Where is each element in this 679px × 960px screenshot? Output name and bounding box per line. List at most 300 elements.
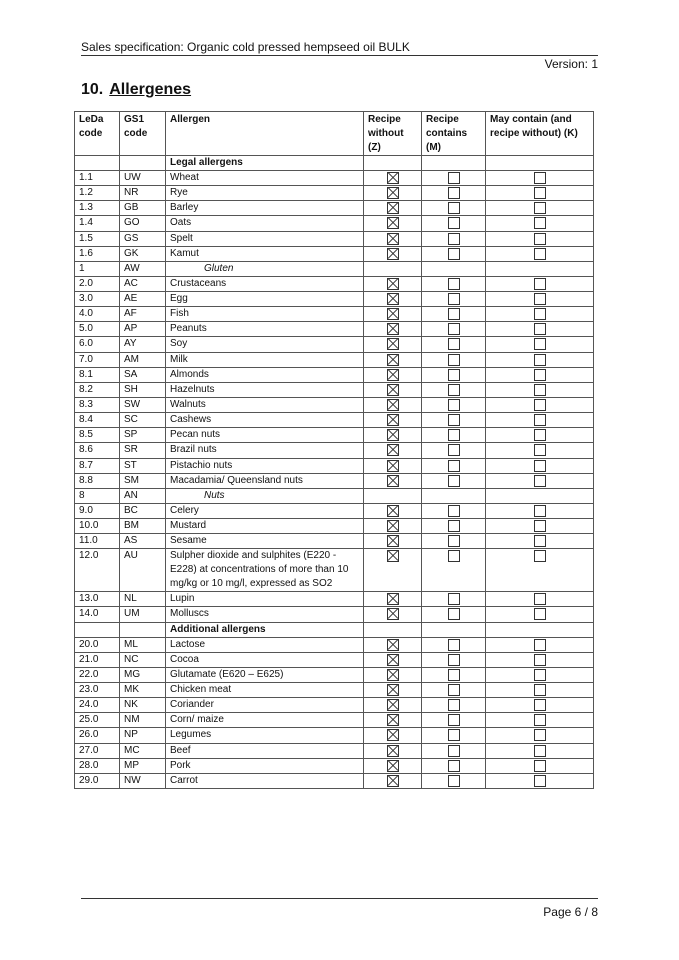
- recipe-without-cell: [364, 534, 422, 549]
- leda-code: 7.0: [75, 352, 120, 367]
- table-row: [75, 503, 594, 518]
- gs1-code: BC: [120, 503, 166, 518]
- gs1-code: UW: [120, 171, 166, 186]
- may-contain-cell: [486, 698, 594, 713]
- recipe-without-checkbox[interactable]: [387, 384, 399, 396]
- recipe-without-checkbox[interactable]: [387, 293, 399, 305]
- recipe-without-checkbox[interactable]: [387, 414, 399, 426]
- recipe-contains-checkbox[interactable]: [448, 338, 460, 350]
- recipe-contains-checkbox[interactable]: [448, 414, 460, 426]
- may-contain-cell: [486, 758, 594, 773]
- gs1-code: AY: [120, 337, 166, 352]
- col-header-leda: LeDa code: [75, 112, 120, 156]
- allergen-name: Pistachio nuts: [166, 458, 364, 473]
- recipe-without-cell: [364, 382, 422, 397]
- table-row: [75, 758, 594, 773]
- section-number: 10.: [81, 81, 104, 98]
- table-row: [75, 637, 594, 652]
- recipe-contains-cell: [422, 728, 486, 743]
- recipe-without-checkbox[interactable]: [387, 444, 399, 456]
- recipe-without-cell: [364, 592, 422, 607]
- recipe-without-checkbox[interactable]: [387, 217, 399, 229]
- recipe-contains-checkbox[interactable]: [448, 593, 460, 605]
- recipe-contains-checkbox[interactable]: [448, 308, 460, 320]
- leda-code: 8.4: [75, 413, 120, 428]
- may-contain-checkbox[interactable]: [534, 669, 546, 681]
- table-row: [75, 443, 594, 458]
- gs1-code: AC: [120, 276, 166, 291]
- may-contain-checkbox[interactable]: [534, 505, 546, 517]
- leda-code: 8.5: [75, 428, 120, 443]
- recipe-contains-checkbox[interactable]: [448, 760, 460, 772]
- table-row: [75, 728, 594, 743]
- recipe-contains-checkbox[interactable]: [448, 669, 460, 681]
- allergen-category: Gluten: [166, 261, 364, 276]
- allergen-name: Carrot: [166, 773, 364, 788]
- recipe-contains-checkbox[interactable]: [448, 639, 460, 651]
- table-row: [75, 518, 594, 533]
- table-row: [75, 773, 594, 788]
- gs1-code: UM: [120, 607, 166, 622]
- allergen-name: Glutamate (E620 – E625): [166, 667, 364, 682]
- recipe-without-checkbox[interactable]: [387, 323, 399, 335]
- recipe-contains-cell: [422, 458, 486, 473]
- recipe-without-checkbox[interactable]: [387, 745, 399, 757]
- leda-code: 8: [75, 488, 120, 503]
- allergen-name: Molluscs: [166, 607, 364, 622]
- allergen-name: Celery: [166, 503, 364, 518]
- recipe-contains-cell: [422, 713, 486, 728]
- recipe-without-cell: [364, 637, 422, 652]
- may-contain-checkbox[interactable]: [534, 550, 546, 562]
- leda-code-cell: [75, 622, 120, 637]
- recipe-contains-checkbox[interactable]: [448, 550, 460, 562]
- allergen-name: Beef: [166, 743, 364, 758]
- recipe-contains-cell: [422, 667, 486, 682]
- allergen-name: Barley: [166, 201, 364, 216]
- gs1-code: ST: [120, 458, 166, 473]
- recipe-without-checkbox[interactable]: [387, 460, 399, 472]
- recipe-without-cell: [364, 397, 422, 412]
- recipe-without-cell: [364, 758, 422, 773]
- gs1-code: AW: [120, 261, 166, 276]
- may-contain-cell: [486, 773, 594, 788]
- recipe-contains-checkbox[interactable]: [448, 444, 460, 456]
- leda-code: 1.3: [75, 201, 120, 216]
- may-contain-checkbox[interactable]: [534, 699, 546, 711]
- recipe-contains-cell: [422, 637, 486, 652]
- recipe-contains-cell: [422, 428, 486, 443]
- recipe-without-checkbox[interactable]: [387, 338, 399, 350]
- table-row: [75, 382, 594, 397]
- recipe-contains-checkbox[interactable]: [448, 608, 460, 620]
- recipe-without-checkbox[interactable]: [387, 714, 399, 726]
- may-contain-checkbox[interactable]: [534, 217, 546, 229]
- recipe-without-checkbox[interactable]: [387, 760, 399, 772]
- recipe-contains-cell: [422, 743, 486, 758]
- may-contain-checkbox[interactable]: [534, 369, 546, 381]
- gs1-code: MG: [120, 667, 166, 682]
- recipe-without-cell: [364, 503, 422, 518]
- may-contain-cell: [486, 713, 594, 728]
- recipe-without-checkbox[interactable]: [387, 202, 399, 214]
- recipe-contains-checkbox[interactable]: [448, 293, 460, 305]
- leda-code: 8.2: [75, 382, 120, 397]
- allergen-name: Oats: [166, 216, 364, 231]
- recipe-without-cell: [364, 728, 422, 743]
- recipe-contains-checkbox[interactable]: [448, 323, 460, 335]
- recipe-without-cell: [364, 367, 422, 382]
- table-row: [75, 231, 594, 246]
- recipe-without-checkbox[interactable]: [387, 535, 399, 547]
- recipe-contains-cell: [422, 397, 486, 412]
- leda-code: 8.7: [75, 458, 120, 473]
- leda-code: 4.0: [75, 307, 120, 322]
- gs1-code: MK: [120, 682, 166, 697]
- col-header-allergen: Allergen: [166, 112, 364, 156]
- leda-code: 3.0: [75, 291, 120, 306]
- recipe-without-checkbox[interactable]: [387, 654, 399, 666]
- may-contain-checkbox[interactable]: [534, 293, 546, 305]
- recipe-contains-checkbox[interactable]: [448, 729, 460, 741]
- recipe-without-checkbox[interactable]: [387, 172, 399, 184]
- leda-code: 27.0: [75, 743, 120, 758]
- recipe-without-cell: [364, 458, 422, 473]
- recipe-contains-checkbox[interactable]: [448, 475, 460, 487]
- recipe-contains-checkbox[interactable]: [448, 684, 460, 696]
- gs1-code: MP: [120, 758, 166, 773]
- recipe-contains-cell: [422, 171, 486, 186]
- recipe-without-checkbox[interactable]: [387, 520, 399, 532]
- gs1-code: SW: [120, 397, 166, 412]
- recipe-contains-cell: [422, 443, 486, 458]
- allergen-name: Sesame: [166, 534, 364, 549]
- leda-code: 29.0: [75, 773, 120, 788]
- leda-code: 14.0: [75, 607, 120, 622]
- may-contain-checkbox[interactable]: [534, 202, 546, 214]
- recipe-contains-cell: [422, 322, 486, 337]
- may-contain-cell: [486, 728, 594, 743]
- recipe-without-cell: [364, 428, 422, 443]
- gs1-code: NL: [120, 592, 166, 607]
- recipe-without-cell: [364, 216, 422, 231]
- leda-code: 1: [75, 261, 120, 276]
- gs1-code: SC: [120, 413, 166, 428]
- recipe-without-cell: [364, 307, 422, 322]
- leda-code: 28.0: [75, 758, 120, 773]
- leda-code: 24.0: [75, 698, 120, 713]
- recipe-without-checkbox[interactable]: [387, 639, 399, 651]
- leda-code: 21.0: [75, 652, 120, 667]
- leda-code: 2.0: [75, 276, 120, 291]
- may-contain-checkbox[interactable]: [534, 308, 546, 320]
- table-row: [75, 667, 594, 682]
- leda-code: 8.1: [75, 367, 120, 382]
- may-contain-checkbox[interactable]: [534, 384, 546, 396]
- recipe-without-checkbox[interactable]: [387, 699, 399, 711]
- gs1-code: NK: [120, 698, 166, 713]
- recipe-without-checkbox[interactable]: [387, 233, 399, 245]
- recipe-without-cell: [364, 622, 422, 637]
- allergen-name: Brazil nuts: [166, 443, 364, 458]
- may-contain-checkbox[interactable]: [534, 354, 546, 366]
- recipe-without-checkbox[interactable]: [387, 669, 399, 681]
- recipe-without-checkbox[interactable]: [387, 593, 399, 605]
- recipe-contains-cell: [422, 276, 486, 291]
- recipe-without-cell: [364, 261, 422, 276]
- recipe-contains-cell: [422, 698, 486, 713]
- leda-code: 8.8: [75, 473, 120, 488]
- footer-divider: [81, 898, 598, 899]
- recipe-contains-checkbox[interactable]: [448, 248, 460, 260]
- may-contain-cell: [486, 171, 594, 186]
- recipe-without-checkbox[interactable]: [387, 775, 399, 787]
- may-contain-cell: [486, 413, 594, 428]
- may-contain-cell: [486, 428, 594, 443]
- recipe-contains-checkbox[interactable]: [448, 354, 460, 366]
- recipe-without-checkbox[interactable]: [387, 475, 399, 487]
- recipe-contains-cell: [422, 773, 486, 788]
- may-contain-checkbox[interactable]: [534, 760, 546, 772]
- gs1-code: GK: [120, 246, 166, 261]
- recipe-contains-cell: [422, 186, 486, 201]
- leda-code: 6.0: [75, 337, 120, 352]
- recipe-contains-checkbox[interactable]: [448, 217, 460, 229]
- recipe-contains-checkbox[interactable]: [448, 714, 460, 726]
- recipe-without-checkbox[interactable]: [387, 550, 399, 562]
- recipe-without-cell: [364, 337, 422, 352]
- recipe-contains-checkbox[interactable]: [448, 278, 460, 290]
- may-contain-checkbox[interactable]: [534, 399, 546, 411]
- gs1-code-cell: [120, 156, 166, 171]
- table-row: [75, 713, 594, 728]
- recipe-without-checkbox[interactable]: [387, 369, 399, 381]
- col-header-recipe-without: Recipe without (Z): [364, 112, 422, 156]
- table-row: [75, 473, 594, 488]
- gs1-code: SA: [120, 367, 166, 382]
- table-row: [75, 367, 594, 382]
- gs1-code: AF: [120, 307, 166, 322]
- gs1-code: AM: [120, 352, 166, 367]
- section-title: Allergenes: [109, 81, 192, 98]
- page-number: Page 6 / 8: [543, 905, 598, 919]
- recipe-without-cell: [364, 607, 422, 622]
- may-contain-checkbox[interactable]: [534, 775, 546, 787]
- may-contain-checkbox[interactable]: [534, 233, 546, 245]
- may-contain-checkbox[interactable]: [534, 278, 546, 290]
- recipe-without-checkbox[interactable]: [387, 729, 399, 741]
- allergen-name: Hazelnuts: [166, 382, 364, 397]
- may-contain-checkbox[interactable]: [534, 535, 546, 547]
- recipe-without-checkbox[interactable]: [387, 505, 399, 517]
- may-contain-checkbox[interactable]: [534, 745, 546, 757]
- leda-code: 12.0: [75, 549, 120, 592]
- gs1-code-cell: [120, 622, 166, 637]
- may-contain-cell: [486, 607, 594, 622]
- table-row: [75, 652, 594, 667]
- recipe-contains-checkbox[interactable]: [448, 369, 460, 381]
- may-contain-cell: [486, 367, 594, 382]
- leda-code: 8.3: [75, 397, 120, 412]
- may-contain-cell: [486, 518, 594, 533]
- allergen-table: [74, 111, 594, 789]
- may-contain-cell: [486, 307, 594, 322]
- col-header-may-contain: May contain (and recipe without) (K): [486, 112, 594, 156]
- recipe-contains-cell: [422, 622, 486, 637]
- leda-code: 10.0: [75, 518, 120, 533]
- table-row: [75, 276, 594, 291]
- allergen-name: Chicken meat: [166, 682, 364, 697]
- may-contain-cell: [486, 382, 594, 397]
- may-contain-checkbox[interactable]: [534, 654, 546, 666]
- recipe-without-cell: [364, 667, 422, 682]
- recipe-without-cell: [364, 488, 422, 503]
- recipe-contains-checkbox[interactable]: [448, 460, 460, 472]
- gs1-code: SH: [120, 382, 166, 397]
- recipe-contains-cell: [422, 503, 486, 518]
- recipe-contains-cell: [422, 413, 486, 428]
- recipe-contains-cell: [422, 488, 486, 503]
- recipe-without-checkbox[interactable]: [387, 608, 399, 620]
- recipe-contains-checkbox[interactable]: [448, 699, 460, 711]
- leda-code: 23.0: [75, 682, 120, 697]
- may-contain-checkbox[interactable]: [534, 475, 546, 487]
- recipe-contains-checkbox[interactable]: [448, 429, 460, 441]
- may-contain-cell: [486, 216, 594, 231]
- recipe-without-checkbox[interactable]: [387, 187, 399, 199]
- recipe-contains-cell: [422, 473, 486, 488]
- may-contain-cell: [486, 246, 594, 261]
- may-contain-checkbox[interactable]: [534, 172, 546, 184]
- recipe-without-checkbox[interactable]: [387, 248, 399, 260]
- recipe-contains-checkbox[interactable]: [448, 399, 460, 411]
- may-contain-cell: [486, 488, 594, 503]
- recipe-without-cell: [364, 322, 422, 337]
- table-row: [75, 186, 594, 201]
- leda-code: 22.0: [75, 667, 120, 682]
- table-header-row: [75, 112, 594, 156]
- may-contain-checkbox[interactable]: [534, 729, 546, 741]
- recipe-without-checkbox[interactable]: [387, 354, 399, 366]
- recipe-contains-checkbox[interactable]: [448, 745, 460, 757]
- table-row: [75, 171, 594, 186]
- recipe-contains-cell: [422, 607, 486, 622]
- header-divider: [81, 55, 598, 56]
- recipe-contains-cell: [422, 367, 486, 382]
- recipe-contains-cell: [422, 518, 486, 533]
- may-contain-checkbox[interactable]: [534, 593, 546, 605]
- allergen-name: Coriander: [166, 698, 364, 713]
- gs1-code: ML: [120, 637, 166, 652]
- may-contain-cell: [486, 534, 594, 549]
- recipe-contains-checkbox[interactable]: [448, 202, 460, 214]
- recipe-without-cell: [364, 291, 422, 306]
- allergen-name: Egg: [166, 291, 364, 306]
- recipe-contains-checkbox[interactable]: [448, 520, 460, 532]
- may-contain-checkbox[interactable]: [534, 714, 546, 726]
- recipe-without-cell: [364, 652, 422, 667]
- recipe-contains-checkbox[interactable]: [448, 505, 460, 517]
- may-contain-checkbox[interactable]: [534, 639, 546, 651]
- may-contain-checkbox[interactable]: [534, 460, 546, 472]
- may-contain-cell: [486, 231, 594, 246]
- table-row: [75, 201, 594, 216]
- recipe-contains-cell: [422, 156, 486, 171]
- leda-code: 20.0: [75, 637, 120, 652]
- may-contain-checkbox[interactable]: [534, 414, 546, 426]
- may-contain-checkbox[interactable]: [534, 248, 546, 260]
- may-contain-checkbox[interactable]: [534, 444, 546, 456]
- recipe-without-cell: [364, 276, 422, 291]
- leda-code: 26.0: [75, 728, 120, 743]
- leda-code: 1.1: [75, 171, 120, 186]
- recipe-contains-cell: [422, 307, 486, 322]
- recipe-contains-cell: [422, 534, 486, 549]
- recipe-without-cell: [364, 773, 422, 788]
- may-contain-checkbox[interactable]: [534, 338, 546, 350]
- recipe-without-checkbox[interactable]: [387, 399, 399, 411]
- recipe-without-checkbox[interactable]: [387, 278, 399, 290]
- may-contain-cell: [486, 322, 594, 337]
- recipe-contains-checkbox[interactable]: [448, 384, 460, 396]
- recipe-contains-checkbox[interactable]: [448, 654, 460, 666]
- recipe-without-cell: [364, 698, 422, 713]
- recipe-contains-checkbox[interactable]: [448, 187, 460, 199]
- recipe-contains-cell: [422, 592, 486, 607]
- allergen-name: Cashews: [166, 413, 364, 428]
- may-contain-cell: [486, 337, 594, 352]
- recipe-contains-checkbox[interactable]: [448, 775, 460, 787]
- gs1-code: AN: [120, 488, 166, 503]
- table-row: [75, 592, 594, 607]
- gs1-code: GB: [120, 201, 166, 216]
- recipe-without-checkbox[interactable]: [387, 684, 399, 696]
- may-contain-cell: [486, 397, 594, 412]
- table-row: [75, 534, 594, 549]
- allergen-name: Wheat: [166, 171, 364, 186]
- document-title: Sales specification: Organic cold pressed hempseed oil BULK: [81, 40, 410, 54]
- allergen-name: Pork: [166, 758, 364, 773]
- recipe-contains-cell: [422, 758, 486, 773]
- may-contain-checkbox[interactable]: [534, 187, 546, 199]
- gs1-code: NM: [120, 713, 166, 728]
- allergen-name: Spelt: [166, 231, 364, 246]
- recipe-without-checkbox[interactable]: [387, 429, 399, 441]
- leda-code: 8.6: [75, 443, 120, 458]
- allergen-name: Cocoa: [166, 652, 364, 667]
- recipe-without-cell: [364, 549, 422, 592]
- recipe-without-checkbox[interactable]: [387, 308, 399, 320]
- table-row: [75, 458, 594, 473]
- may-contain-checkbox[interactable]: [534, 429, 546, 441]
- recipe-contains-checkbox[interactable]: [448, 172, 460, 184]
- version-label: Version: 1: [544, 57, 598, 71]
- table-row: [75, 607, 594, 622]
- allergen-name: Lupin: [166, 592, 364, 607]
- may-contain-checkbox[interactable]: [534, 520, 546, 532]
- may-contain-checkbox[interactable]: [534, 684, 546, 696]
- leda-code: 9.0: [75, 503, 120, 518]
- recipe-contains-checkbox[interactable]: [448, 535, 460, 547]
- recipe-contains-checkbox[interactable]: [448, 233, 460, 245]
- may-contain-checkbox[interactable]: [534, 323, 546, 335]
- recipe-without-cell: [364, 186, 422, 201]
- section-heading: [81, 81, 191, 99]
- leda-code: 1.6: [75, 246, 120, 261]
- may-contain-checkbox[interactable]: [534, 608, 546, 620]
- allergen-name: Peanuts: [166, 322, 364, 337]
- allergen-name: Kamut: [166, 246, 364, 261]
